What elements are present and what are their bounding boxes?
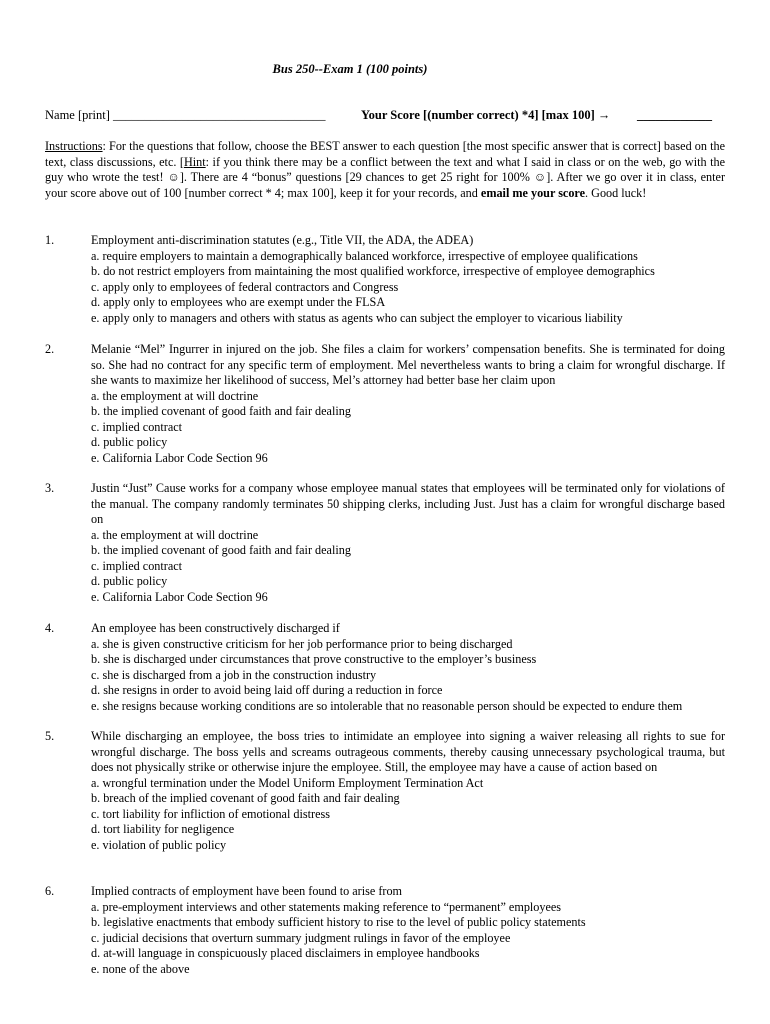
answer-option-b: b. she is discharged under circumstances that prove constructive to the employer’s business xyxy=(91,652,537,666)
question-stem: Melanie “Mel” Ingurrer in injured on the job. She files a claim for workers’ compensation benefits. She is terminated for doing so. She had no contract for any specific term of employment. Mel nevertheless wants to bring a claim for wrongful discharge. If she wants to maximize her likelihood of success, Mel’s attorney had better base her claim upon xyxy=(91,342,725,387)
answer-option-d: d. apply only to employees who are exempt under the FLSA xyxy=(91,295,386,309)
question-stem: Implied contracts of employment have been found to arise from xyxy=(91,884,403,898)
answer-option-d: d. at-will language in conspicuously placed disclaimers in employee handbooks xyxy=(91,946,480,960)
question-stem: An employee has been constructively discharged if xyxy=(91,621,340,635)
instructions-text-1: : For the questions that follow, choose the BEST answer to each question [the most specific answer that is correct] based on the text, class discussions, etc. [ xyxy=(45,139,725,169)
instructions-text-3: . Good luck! xyxy=(585,185,647,200)
instructions-paragraph xyxy=(45,139,725,201)
answer-option-a: a. wrongful termination under the Model Uniform Employment Termination Act xyxy=(91,775,484,790)
email-instruction: email me your score xyxy=(480,185,586,200)
answer-option-a: a. the employment at will doctrine xyxy=(91,527,259,542)
question-number: 3. xyxy=(45,481,55,495)
answer-option-c: c. judicial decisions that overturn summary judgment rulings in favor of the employee xyxy=(91,930,511,945)
answer-option-a: a. pre-employment interviews and other statements making reference to “permanent” employees xyxy=(91,899,562,914)
answer-option-b: b. breach of the implied covenant of good faith and fair dealing xyxy=(91,791,400,805)
answer-option-b: b. legislative enactments that embody sufficient history to rise to the level of public policy statements xyxy=(91,915,586,929)
answer-option-e: e. California Labor Code Section 96 xyxy=(91,450,268,465)
answer-option-d: d. public policy xyxy=(91,574,168,588)
score-blank: ____________ xyxy=(637,108,712,122)
question-number: 4. xyxy=(45,621,55,635)
question-number: 5. xyxy=(45,729,55,743)
answer-option-c: c. tort liability for infliction of emotional distress xyxy=(91,806,330,821)
hint-label: Hint xyxy=(183,154,206,169)
question-stem: Employment anti-discrimination statutes (e.g., Title VII, the ADA, the ADEA) xyxy=(91,233,474,247)
score-label: Your Score [(number correct) *4] [max 100] → xyxy=(361,108,611,122)
name-field-label: Name [print] __________________________________ xyxy=(45,108,326,122)
exam-title: Bus 250--Exam 1 (100 points) xyxy=(272,62,428,76)
answer-option-d: d. public policy xyxy=(91,435,168,449)
question-number: 1. xyxy=(45,233,55,247)
question-stem: Justin “Just” Cause works for a company whose employee manual states that employees will be terminated only for violations of the manual. The company randomly terminates 50 shipping clerks, including Just. Just has a claim for wrongful discharge based on xyxy=(91,481,725,526)
answer-option-e: e. violation of public policy xyxy=(91,837,227,852)
answer-option-a: a. require employers to maintain a demographically balanced workforce, irrespective of employee qualifications xyxy=(91,248,638,263)
question-number: 2. xyxy=(45,342,55,356)
answer-option-b: b. do not restrict employers from maintaining the most qualified workforce, irrespective of employee demographics xyxy=(91,264,655,278)
answer-option-c: c. implied contract xyxy=(91,558,183,573)
answer-option-b: b. the implied covenant of good faith and fair dealing xyxy=(91,404,351,418)
answer-option-a: a. she is given constructive criticism for her job performance prior to being discharged xyxy=(91,636,513,651)
question-stem: While discharging an employee, the boss tries to intimidate an employee into signing a waiver releasing all rights to sue for wrongful discharge. The boss yells and screams outrageous comments, thereby causing unnecessary psychological trauma, but does not physically strike or otherwise injure the employee. Still, the employee may have a cause of action based on xyxy=(91,729,725,774)
question-number: 6. xyxy=(45,884,55,898)
answer-option-b: b. the implied covenant of good faith and fair dealing xyxy=(91,543,351,557)
answer-option-c: c. apply only to employees of federal contractors and Congress xyxy=(91,279,399,294)
answer-option-e: e. California Labor Code Section 96 xyxy=(91,589,268,604)
answer-option-e: e. she resigns because working conditions are so intolerable that no reasonable person should be expected to endure them xyxy=(91,698,683,713)
answer-option-d: d. she resigns in order to avoid being laid off during a reduction in force xyxy=(91,683,443,697)
answer-option-a: a. the employment at will doctrine xyxy=(91,388,259,403)
answer-option-e: e. none of the above xyxy=(91,961,190,976)
answer-option-c: c. implied contract xyxy=(91,419,183,434)
answer-option-d: d. tort liability for negligence xyxy=(91,822,235,836)
instructions-text-2: : if you think there may be a conflict between the text and what I said in class or on the web, go with the guy who wrote the test! ☺]. There are 4 “bonus” questions [29 chances to get 25 right for 100% ☺]. After we go over it in class, enter your score above out of 100 [number correct * 4; max 100], keep it for your records, and xyxy=(45,154,725,200)
answer-option-e: e. apply only to managers and others with status as agents who can subject the employer to vicarious liability xyxy=(91,310,623,325)
answer-option-c: c. she is discharged from a job in the construction industry xyxy=(91,667,377,682)
name-score-row xyxy=(45,108,725,126)
instructions-heading: Instructions xyxy=(45,139,103,153)
